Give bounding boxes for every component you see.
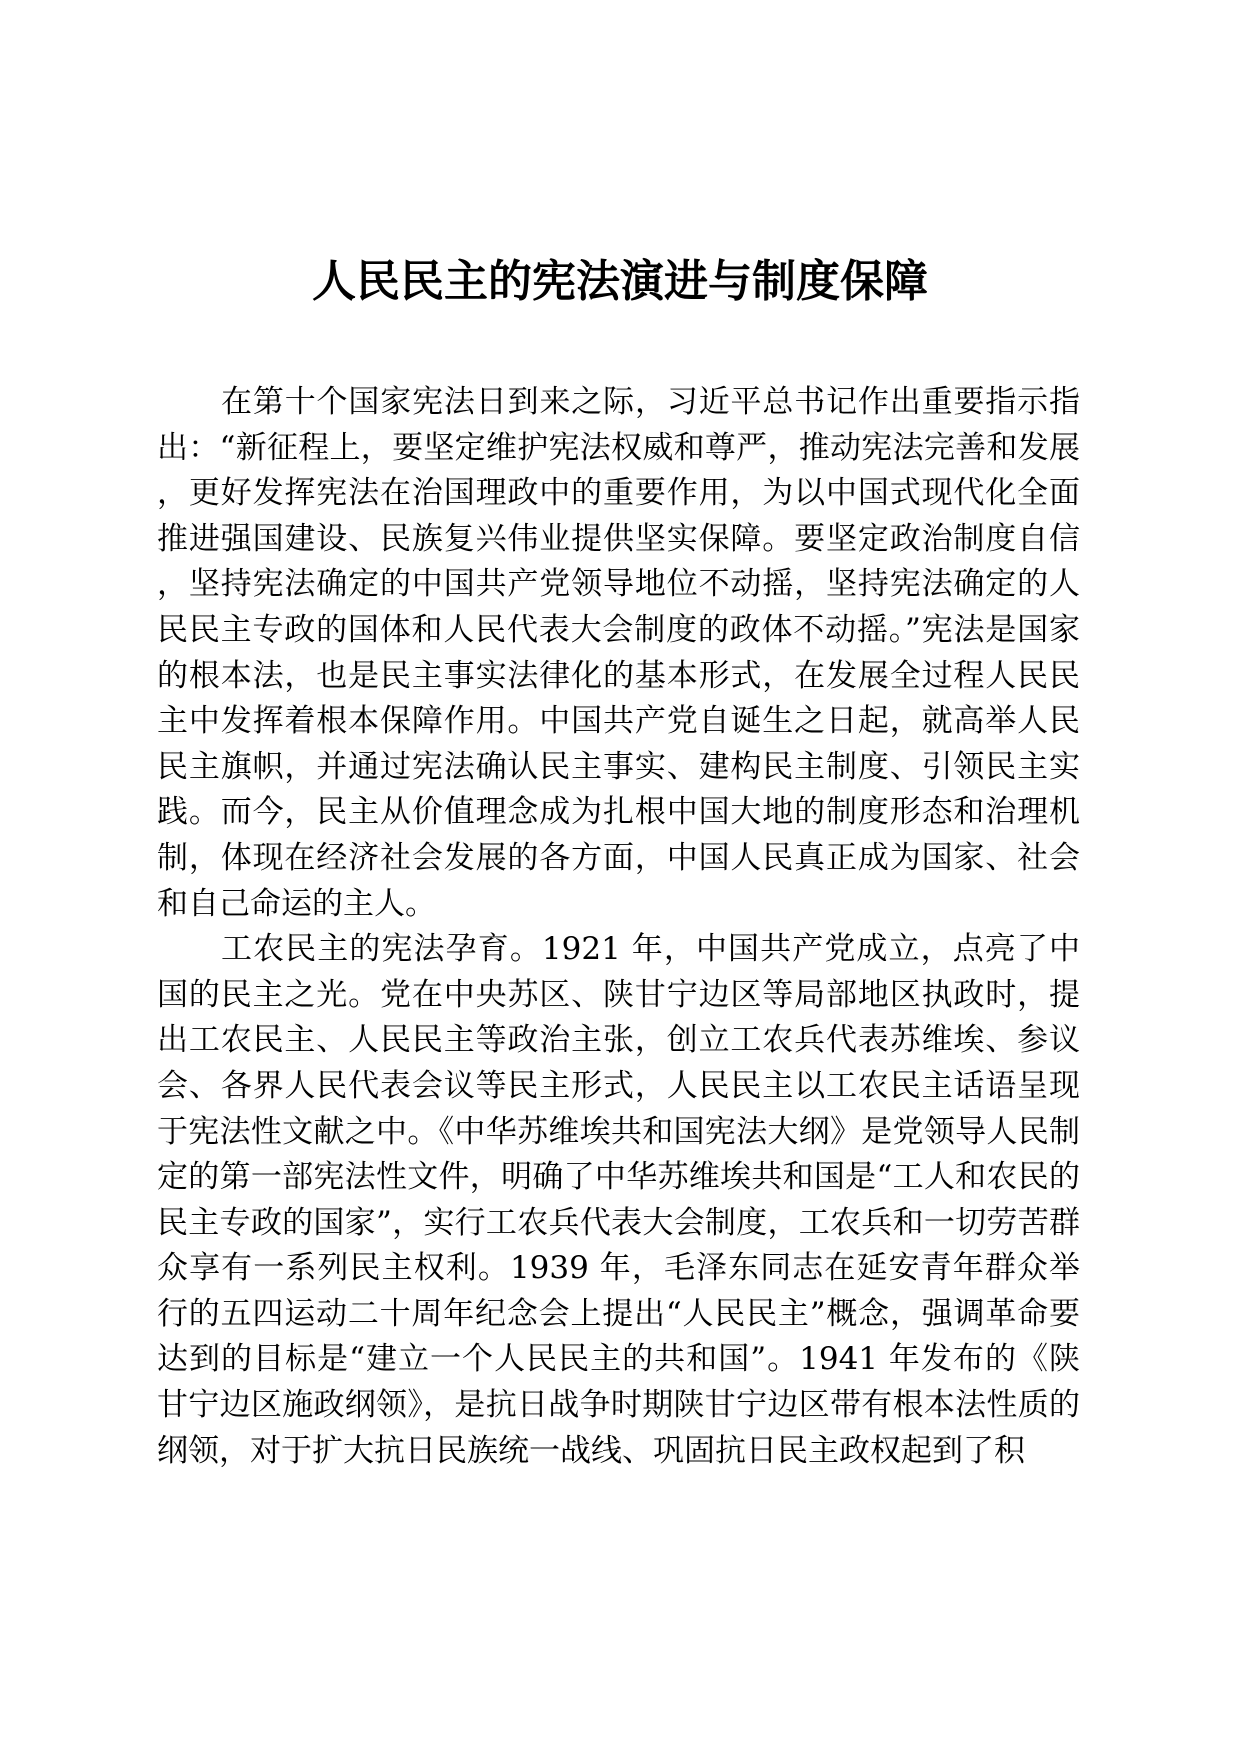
document-body — [157, 380, 1080, 1474]
paragraph-2: 工农民主的宪法孕育。1921 年，中国共产党成立，点亮了中国的民主之光。党在中央苏区、陕甘宁边区等局部地区执政时，提出工农民主、人民民主等政治主张，创立工农兵代表苏维埃、参议会、各界人民代表会议等民主形式，人民民主以工农民主话语呈现于宪法性文献之中。《中华苏维埃共和国宪法大纲》是党领导人民制定的第一部宪法性文件，明确了中华苏维埃共和国是“工人和农民的民主专政的国家”，实行工农兵代表大会制度，工农兵和一切劳苦群众享有一系列民主权利。1939 年，毛泽东同志在延安青年群众举行的五四运动二十周年纪念会上提出“人民民主”概念，强调革命要达到的目标是“建立一个人民民主的共和国”。1941 年发布的《陕甘宁边区施政纲领》，是抗日战争时期陕甘宁边区带有根本法性质的纲领，对于扩大抗日民族统一战线、巩固抗日民主政权起到了积 — [157, 931, 1080, 1469]
document-title: 人民民主的宪法演进与制度保障 — [312, 256, 928, 307]
paragraph-1: 在第十个国家宪法日到来之际，习近平总书记作出重要指示指出：“新征程上，要坚定维护宪法权威和尊严，推动宪法完善和发展，更好发挥宪法在治国理政中的重要作用，为以中国式现代化全面推进强国建设、民族复兴伟业提供坚实保障。要坚定政治制度自信，坚持宪法确定的中国共产党领导地位不动摇，坚持宪法确定的人民民主专政的国体和人民代表大会制度的政体不动摇。”宪法是国家的根本法，也是民主事实法律化的基本形式，在发展全过程人民民主中发挥着根本保障作用。中国共产党自诞生之日起，就高举人民民主旗帜，并通过宪法确认民主事实、建构民主制度、引领民主实践。而今，民主从价值理念成为扎根中国大地的制度形态和治理机制，体现在经济社会发展的各方面，中国人民真正成为国家、社会和自己命运的主人。 — [157, 384, 1080, 922]
